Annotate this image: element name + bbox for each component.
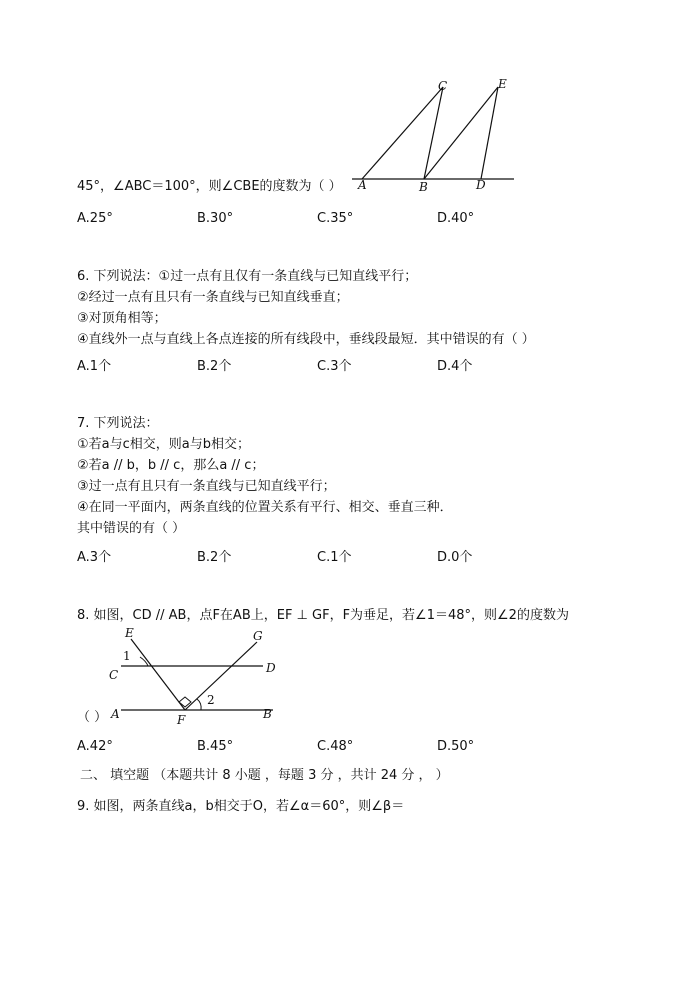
q8-option-b[interactable]: B.45° (197, 739, 234, 754)
section-2-heading: 二、 填空题 （本题共计 8 小题 ，每题 3 分 ，共计 24 分 ， ） (80, 768, 449, 783)
q5-segment-de (481, 87, 498, 179)
q8-label-e: E (125, 626, 134, 640)
q5-figure (350, 75, 520, 195)
q6-option-d[interactable]: D.4个 (437, 359, 473, 374)
q8-line-ef (131, 639, 185, 710)
q8-angle-2-arc (197, 699, 201, 710)
q5-option-c[interactable]: C.35° (317, 211, 354, 226)
q8-option-c[interactable]: C.48° (317, 739, 354, 754)
q8-label-f: F (177, 713, 186, 727)
q5-label-c: C (438, 79, 448, 93)
q5-label-b: B (419, 180, 428, 194)
q7-option-c[interactable]: C.1个 (317, 550, 352, 565)
q7-question: 其中错误的有（ ） (77, 521, 186, 536)
q5-label-a: A (358, 178, 367, 192)
q5-options (77, 211, 637, 227)
q8-label-a: A (111, 707, 120, 721)
q8-options (77, 739, 637, 755)
q6-title: 6. 下列说法：①过一点有且仅有一条直线与已知直线平行； (77, 269, 418, 284)
q8-answer-paren: （ ） (77, 710, 108, 725)
q8-line-fg (185, 642, 257, 710)
q5-option-b[interactable]: B.30° (197, 211, 234, 226)
q6-option-c[interactable]: C.3个 (317, 359, 352, 374)
q6-statement-3: ③对顶角相等； (77, 311, 167, 326)
q8-label-g: G (253, 629, 263, 643)
q6-option-b[interactable]: B.2个 (197, 359, 232, 374)
q9-title: 9. 如图，两条直线a，b相交于O，若∠α＝60°，则∠β＝ (77, 799, 405, 814)
q7-options (77, 550, 637, 566)
q8-label-b: B (263, 707, 272, 721)
q5-label-e: E (498, 77, 507, 91)
q5-segment-bc (424, 87, 443, 179)
q8-title: 8. 如图，CD // AB，点F在AB上，EF ⊥ GF，F为垂足，若∠1＝48°，则∠2的度数为 (77, 608, 569, 623)
q5-segment-ac (362, 87, 443, 179)
q8-label-c: C (109, 668, 119, 682)
q7-option-b[interactable]: B.2个 (197, 550, 232, 565)
q8-angle-1-arc (140, 657, 148, 666)
q8-figure (105, 625, 285, 725)
q7-option-a[interactable]: A.3个 (77, 550, 112, 565)
q7-statement-1: ①若a与c相交，则a与b相交； (77, 437, 250, 452)
q8-label-2: 2 (207, 693, 215, 707)
q8-label-1: 1 (123, 649, 131, 663)
q7-statement-2: ②若a // b，b // c，那么a // c； (77, 458, 265, 473)
q6-statement-2: ②经过一点有且只有一条直线与已知直线垂直； (77, 290, 349, 305)
q5-label-d: D (476, 178, 486, 192)
q8-label-d: D (266, 661, 276, 675)
q7-statement-4: ④在同一平面内，两条直线的位置关系有平行、相交、垂直三种． (77, 500, 453, 515)
q6-options (77, 359, 637, 375)
q8-option-a[interactable]: A.42° (77, 739, 113, 754)
q5-option-a[interactable]: A.25° (77, 211, 113, 226)
q7-option-d[interactable]: D.0个 (437, 550, 473, 565)
q5-option-d[interactable]: D.40° (437, 211, 475, 226)
q6-statement-4: ④直线外一点与直线上各点连接的所有线段中，垂线段最短．其中错误的有（ ） (77, 332, 535, 347)
q6-option-a[interactable]: A.1个 (77, 359, 112, 374)
q5-segment-be (424, 87, 498, 179)
q5-stem: 45°，∠ABC＝100°，则∠CBE的度数为（ ） (77, 179, 342, 194)
q7-title: 7. 下列说法： (77, 416, 159, 431)
q7-statement-3: ③过一点有且只有一条直线与已知直线平行； (77, 479, 336, 494)
q8-option-d[interactable]: D.50° (437, 739, 475, 754)
